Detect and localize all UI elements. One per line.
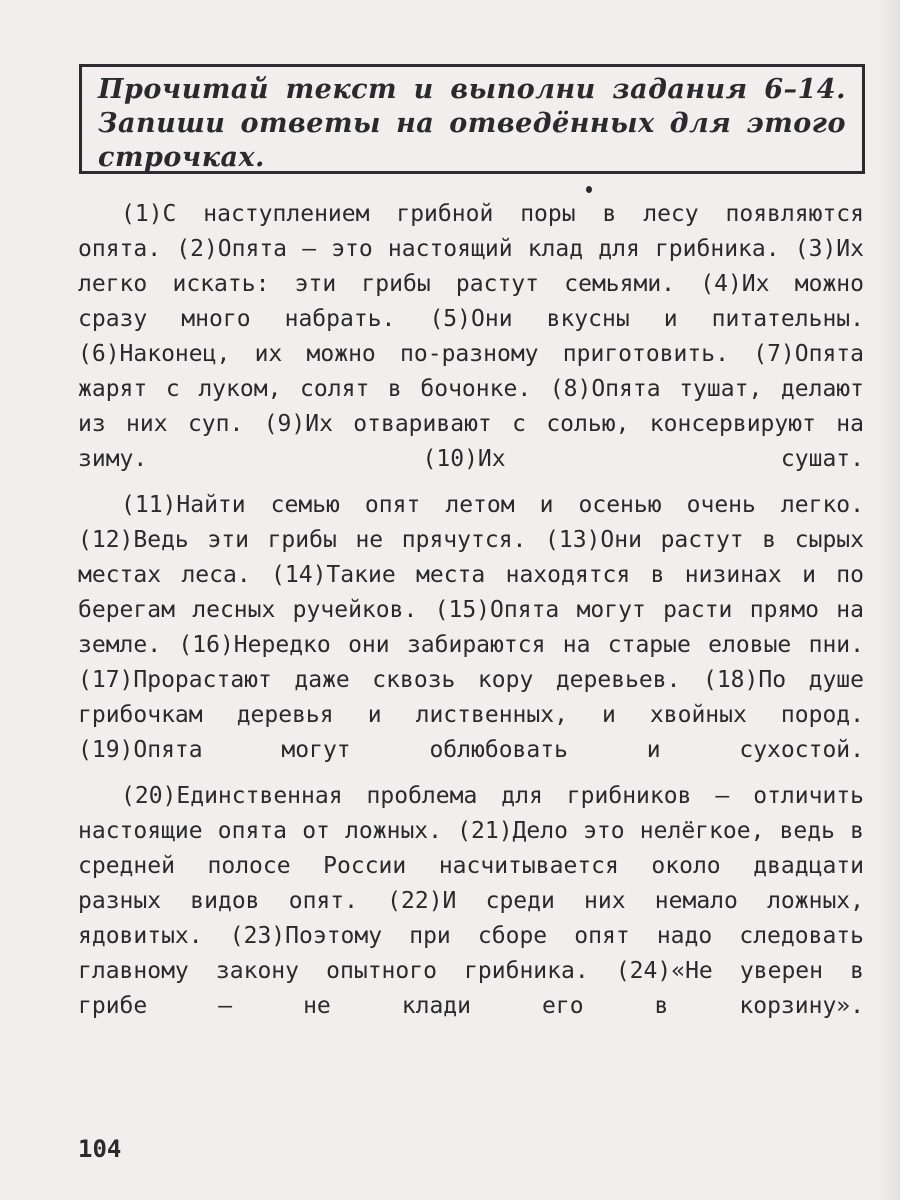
paragraph-3: (20)Единственная проблема для грибников — отличить настоящие опята от ложных. (21)Дело это нелёгкое, ведь в средней полосе России насчитывается около двадцати разных видов опят. (22)И среди них немало ложных, ядовитых. (23)Поэтому при сборе опят надо следовать главному закону опытного грибника. (24)«Не уверен в грибе — не клади его в корзину». [78, 783, 864, 1019]
page-number: 104 [78, 1135, 122, 1163]
paragraph-1: (1)С наступлением грибной поры в лесу появляются опята. (2)Опята — это настоящий клад для грибника. (3)Их легко искать: эти грибы растут семьями. (4)Их можно сразу много набрать. (5)Они вкусны и питательны. (6)Наконец, их можно по-разному приготовить. (7)Опята жарят с луком, солят в бочонке. (8)Опята тушат, делают из них суп. (9)Их отваривают с солью, консервируют на зиму. (10)Их сушат. [78, 201, 864, 472]
task-instruction: Прочитай текст и выполни задания 6–14. Запиши ответы на отведённых для этого строчках. [98, 74, 846, 173]
reading-text [78, 197, 864, 1035]
task-instruction-box [79, 64, 865, 174]
ink-dot [586, 186, 592, 193]
paragraph-2: (11)Найти семью опят летом и осенью очень легко. (12)Ведь эти грибы не прячутся. (13)Они растут в сырых местах леса. (14)Такие места находятся в низинах и по берегам лесных ручейков. (15)Опята могут расти прямо на земле. (16)Нередко они забираются на старые еловые пни. (17)Прорастают даже сквозь кору деревьев. (18)По душе грибочкам деревья и лиственных, и хвойных пород. (19)Опята могут облюбовать и сухостой. [78, 492, 864, 763]
page-edge-shadow [878, 0, 900, 1200]
